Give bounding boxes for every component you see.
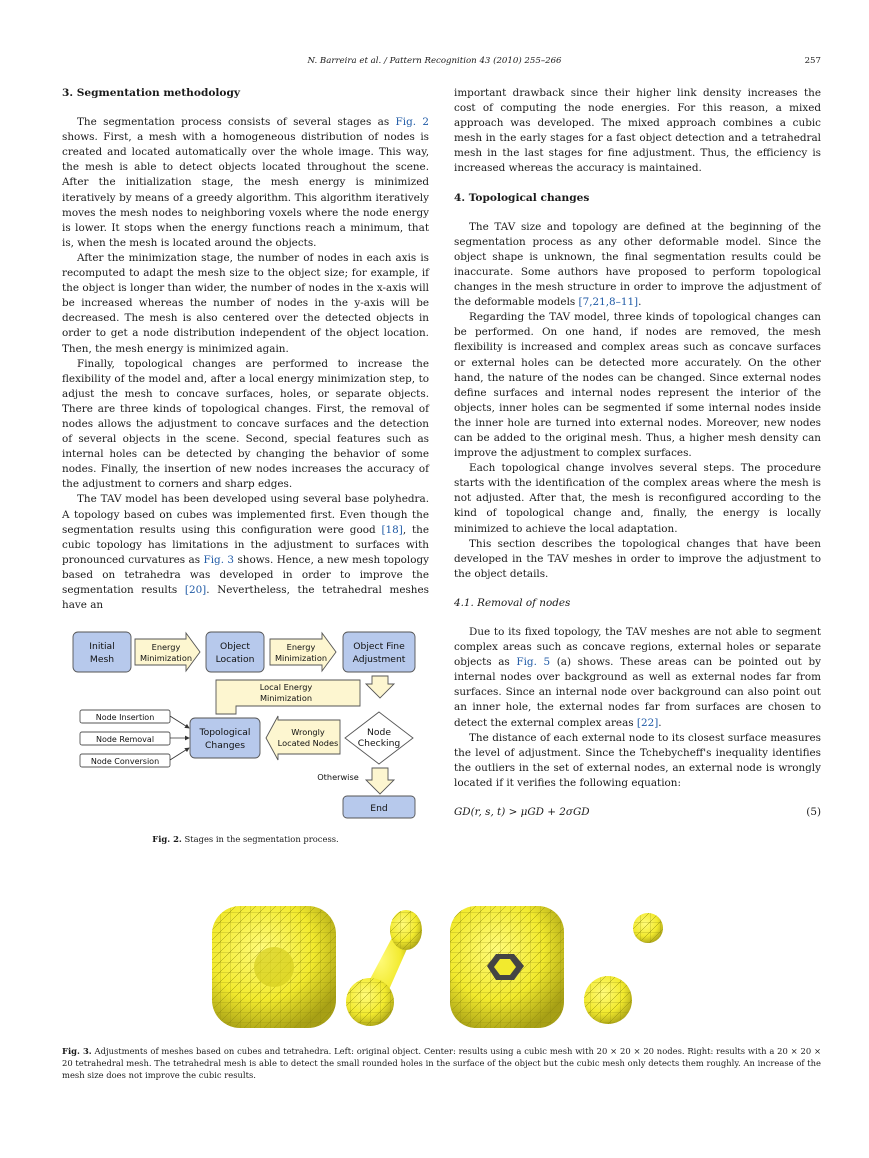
label: Wrongly [291, 727, 325, 737]
original-object [212, 906, 336, 1028]
label: Adjustment [352, 654, 406, 665]
paragraph: Each topological change involves several steps. The procedure starts with the identification of the complex areas where the mesh is not adjusted. After that, the mesh is reconfigured according to the kind of topological change and, finally, the energy is locally minimized to achieve the local adaptation. [454, 462, 821, 535]
section-heading-4: 4. Topological changes [454, 191, 590, 204]
paragraph [454, 625, 821, 731]
label: Node Conversion [90, 757, 160, 766]
label: Node [367, 727, 391, 738]
label: End [370, 803, 388, 814]
energy-minimization-arrow-2 [270, 633, 336, 671]
down-arrow-2 [366, 768, 394, 794]
text: Due to its fixed topology, the TAV meshes are not able to segment complex areas such as concave regions, external holes or separate objects as [454, 626, 821, 669]
label: Object Fine [353, 641, 405, 652]
text: . Nevertheless, the tetrahedral meshes have an [62, 584, 429, 612]
paragraph: The distance of each external node to its closest surface measures the level of adjustment. Since the Tchebycheff's inequality identifies the outliers in the set of external nodes, an external node is wrongly located if it verifies the following equation: [454, 731, 821, 789]
label: Object [220, 641, 250, 652]
page-number: 257 [804, 56, 821, 66]
text: . [638, 296, 642, 309]
label: Located Nodes [277, 738, 339, 748]
section-heading-3: 3. Segmentation methodology [62, 87, 241, 99]
tetrahedral-mesh-result [450, 906, 663, 1028]
label: Initial [89, 641, 115, 652]
label: Location [215, 654, 255, 665]
label: Otherwise [317, 772, 359, 782]
topological-changes-box [190, 718, 260, 758]
energy-minimization-arrow [135, 633, 200, 671]
object-location-box [206, 632, 264, 672]
text: shows. First, a mesh with a homogeneous distribution of nodes is created and located automatically over the whole image. This way, the mesh is able to detect objects located throughout the scene. After the initialization stage, the mesh energy is minimized iteratively by means of a greedy algorithm. This algorithm iteratively moves the mesh nodes to neighboring voxels where the node energy is lower. It stops when the energy functions reach a minimum, that is, when the mesh is located around the objects. [62, 131, 429, 249]
caption-label: Fig. 2. [152, 834, 182, 844]
paragraph: Finally, topological changes are performed to increase the flexibility of the model and, after a local energy minimization step, to adjust the mesh to concave surfaces, holes, or separate objects. There are three kinds of topological changes. First, the removal of nodes allows the adjustment to concave surfaces and the detection of several objects in the scene. Second, special features such as internal holes can be detected by changing the behavior of some nodes. Finally, the insertion of new nodes increases the accuracy of the adjustment to corners and sharp edges. [62, 357, 429, 491]
running-title: N. Barreira et al. / Pattern Recognition 43 (2010) 255–266 [307, 56, 562, 66]
mesh-results-figure [210, 902, 670, 1032]
paragraph [62, 492, 429, 613]
paragraph: This section describes the topological changes that have been developed in the TAV meshes in order to improve the adjustment to the object details. [454, 537, 821, 580]
text: , the cubic topology has limitations in the adjustment to surfaces with pronounced curvatures as [62, 523, 429, 566]
label: Energy [151, 642, 181, 652]
text: (a) shows. These areas can be pointed out by internal nodes over background as well as external nodes far from surfaces. Since an internal node over background can also point out an inner hole, the external nodes far from surfaces are chosen to detect the external complex areas [454, 656, 821, 729]
label: Node Insertion [95, 713, 155, 722]
label: Minimization [274, 653, 328, 663]
fig3-link[interactable]: Fig. 3 [203, 553, 235, 566]
caption-text: Adjustments of meshes based on cubes and tetrahedra. Left: original object. Center: results using a cubic mesh with 20 × 20 × 20 nodes. Right: results with a 20 × 20 × 20 tetrahedral mesh. The tetrahedral mesh is able to detect the small rounded holes in the surface of the object but the cubic mesh only detects them roughly. An increase of the mesh size does not improve the cubic results. [62, 1046, 822, 1081]
caption-text: Stages in the segmentation process. [181, 834, 339, 844]
label: Local Energy [259, 682, 313, 692]
label: Checking [357, 738, 401, 749]
left-column [62, 86, 429, 613]
cubic-mesh-result [346, 910, 422, 1026]
caption-label: Fig. 3. [62, 1046, 92, 1056]
paragraph: important drawback since their higher link density increases the cost of computing the node energies. For this reason, a mixed approach was developed. The mixed approach combines a cubic mesh in the early stages for a fast object detection and a tetrahedral mesh in the last stages for fine adjustment. Thus, the efficiency is increased whereas the accuracy is maintained. [454, 87, 821, 175]
down-arrow-1 [366, 676, 394, 698]
label: Topological [199, 727, 251, 738]
ref-link[interactable]: [18] [381, 523, 403, 536]
label: Minimization [259, 693, 313, 703]
paragraph: After the minimization stage, the number of nodes in each axis is recomputed to adapt the mesh size to the object size; for example, if the object is longer than wider, the number of nodes in the x-axis will be increased whereas the number of nodes in the y-axis will be decreased. The mesh is also centered over the detected objects in order to get a node distribution independent of the object location. Then, the mesh energy is minimized again. [62, 251, 429, 355]
ref-link[interactable]: [7,21,8–11] [578, 296, 639, 309]
fig2-link[interactable]: Fig. 2 [395, 116, 429, 129]
label: Energy [286, 642, 316, 652]
paragraph: Regarding the TAV model, three kinds of topological changes can be performed. On one hand, if nodes are removed, the mesh flexibility is increased and complex areas such as concave surfaces or external holes can be detected more accurately. On the other hand, the nature of the nodes can be changed. Since external nodes define surfaces and internal nodes represent the interior of the objects, inner holes can be segmented if some internal nodes inside the inner hole are turned into external nodes. Moreover, new nodes can be added to the original mesh. Thus, a higher mesh density can improve the adjustment to complex surfaces. [454, 311, 821, 460]
label: Minimization [139, 653, 193, 663]
paragraph [454, 220, 821, 311]
right-column [454, 86, 821, 820]
equation-5 [454, 805, 821, 820]
text: The TAV model has been developed using several base polyhedra. A topology based on cubes was implemented first. Even though the segmentation results using this configuration were good [62, 493, 429, 536]
equation-number: (5) [806, 806, 821, 819]
segmentation-flowchart [70, 624, 420, 824]
equation: GD(r, s, t) > μGD + 2σGD [454, 806, 590, 819]
ref-link[interactable]: [22] [636, 716, 659, 729]
fig3-caption [62, 1045, 821, 1082]
label: Mesh [89, 654, 115, 665]
label: Changes [205, 740, 245, 751]
paragraph [62, 115, 429, 251]
initial-mesh-box [73, 632, 131, 672]
subsection-heading: 4.1. Removal of nodes [454, 596, 571, 609]
ref-link[interactable]: [20] [184, 584, 207, 596]
fig5-link[interactable]: Fig. 5 [516, 656, 551, 669]
text: The TAV size and topology are defined at the beginning of the segmentation process as any other deformable model. Since the object shape is unknown, the final segmentation results could be inaccurate. Some authors have proposed to perform topological changes in the mesh structure in order to improve the adjustment of the deformable models [454, 220, 821, 309]
fig2-caption [62, 834, 429, 844]
text: shows. Hence, a new mesh topology based on tetrahedra was developed in order to improve the segmentation results [62, 553, 430, 596]
text: The segmentation process consists of several stages as [77, 116, 396, 129]
object-fine-box [343, 632, 415, 672]
label: Node Removal [95, 735, 155, 744]
text: . [658, 716, 662, 729]
